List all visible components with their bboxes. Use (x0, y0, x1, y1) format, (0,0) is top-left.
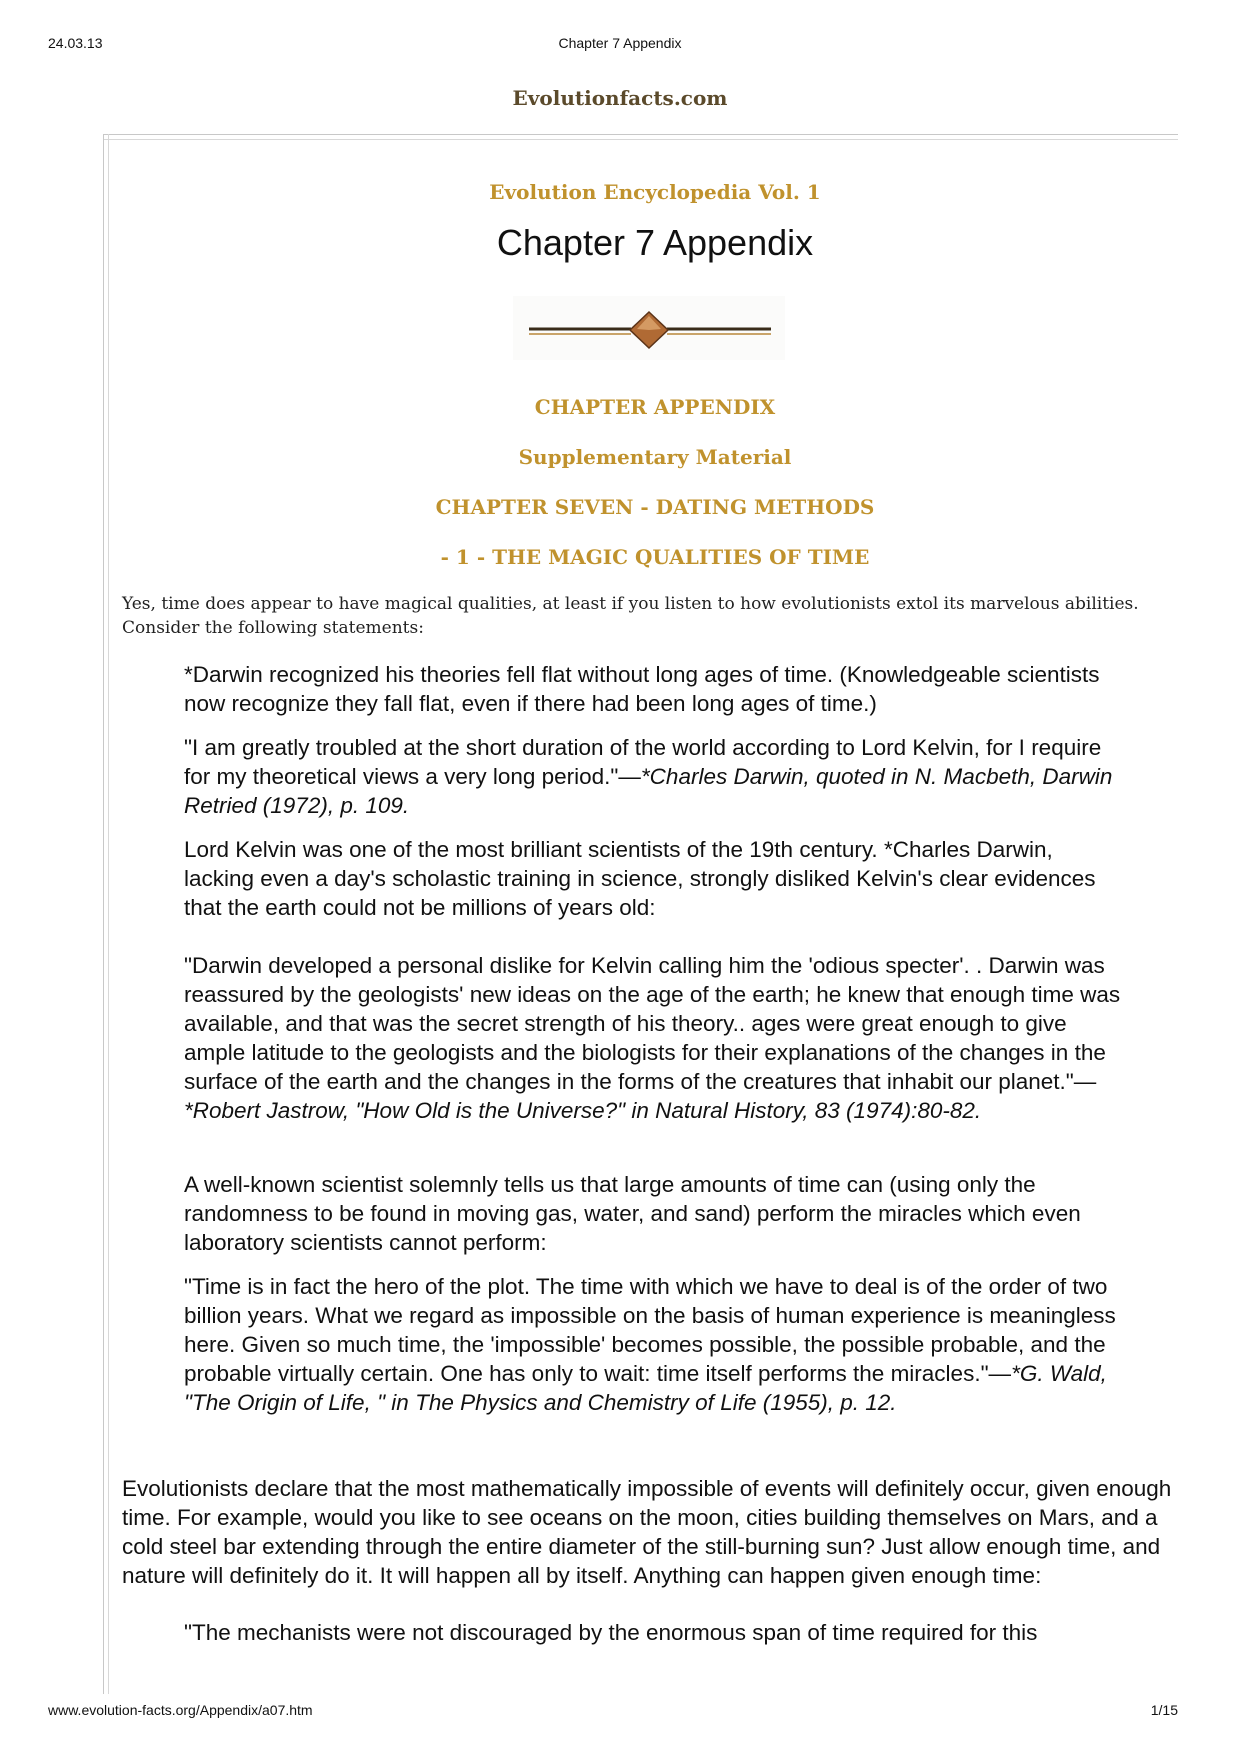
paragraph-darwin-recognized: *Darwin recognized his theories fell flat without long ages of time. (Knowledgeable scientists now recognize they fall flat, even if there had been long ages of time.) (184, 662, 1100, 716)
quote-citation: *Robert Jastrow, "How Old is the Universe?" in Natural History, 83 (1974):80-82. (184, 1098, 982, 1123)
heading-chapter-seven: CHAPTER SEVEN - DATING METHODS (435, 495, 875, 519)
paragraph-well-known-scientist: A well-known scientist solemnly tells us that large amounts of time can (using only the randomness to be found in moving gas, water, and sand) perform the miracles which even laboratory scientists cannot perform: (184, 1172, 1081, 1255)
quote-citation: *G. Wald, "The Origin of Life, " in The Physics and Chemistry of Life (1955), p. 12. (184, 1361, 1107, 1415)
quote-wald (184, 1272, 1124, 1417)
quote-jastrow (184, 951, 1124, 1125)
quote-text: "Darwin developed a personal dislike for Kelvin calling him the 'odious specter'. . Darwin was reassured by the geologists' new ideas on the age of the earth; he knew that enough time was available, and that was the secret strength of his theory.. ages were great enough to give ample latitude to the geologists and the biologists for their explanations of the changes in the surface of the earth and the changes in the forms of the creatures that inhabit our planet."— (184, 953, 1121, 1094)
content-frame-top-border (103, 134, 1178, 140)
quote-citation: *Charles Darwin, quoted in N. Macbeth, Darwin Retried (1972), p. 109. (184, 764, 1113, 818)
volume-title: Evolution Encyclopedia Vol. 1 (489, 180, 821, 204)
heading-supplementary: Supplementary Material (518, 445, 792, 469)
intro-paragraph: Yes, time does appear to have magical qualities, at least if you listen to how evolutionists extol its marvelous abilities. Consider the following statements: (122, 594, 1139, 638)
page-number: 1/15 (1150, 1702, 1178, 1718)
print-date: 24.03.13 (48, 35, 103, 51)
paragraph-lord-kelvin: Lord Kelvin was one of the most brilliant scientists of the 19th century. *Charles Darwin, lacking even a day's scholastic training in science, strongly disliked Kelvin's clear evidences that the earth could not be millions of years old: (184, 837, 1096, 920)
heading-chapter-appendix: CHAPTER APPENDIX (534, 395, 776, 419)
print-title: Chapter 7 Appendix (558, 35, 682, 51)
page-title: Chapter 7 Appendix (496, 222, 814, 263)
quote-text: "Time is in fact the hero of the plot. The time with which we have to deal is of the order of two billion years. What we regard as impossible on the basis of human experience is meaningless here. Given so much time, the 'impossible' becomes possible, the possible probable, and the probable virtually certain. One has only to wait: time itself performs the miracles."— (184, 1274, 1116, 1386)
heading-section-1: - 1 - THE MAGIC QUALITIES OF TIME (440, 545, 870, 569)
quote-text: "I am greatly troubled at the short duration of the world according to Lord Kelvin, for I require for my theoretical views a very long period."— (184, 735, 1102, 789)
divider-ornament-icon (513, 296, 785, 360)
content-frame-left-border (103, 134, 109, 1694)
quote-mechanists: "The mechanists were not discouraged by the enormous span of time required for this (184, 1620, 1038, 1645)
quote-darwin-kelvin (184, 733, 1124, 820)
footer-url: www.evolution-facts.org/Appendix/a07.htm (48, 1702, 313, 1718)
paragraph-evolutionists-declare: Evolutionists declare that the most mathematically impossible of events will definitely occur, given enough time. For example, would you like to see oceans on the moon, cities building themselves on Mars, and a cold steel bar extending through the entire diameter of the still-burning sun? Just allow enough time, and nature will definitely do it. It will happen all by itself. Anything can happen given enough time: (122, 1476, 1172, 1588)
site-name-link[interactable]: Evolutionfacts.com (512, 86, 728, 110)
